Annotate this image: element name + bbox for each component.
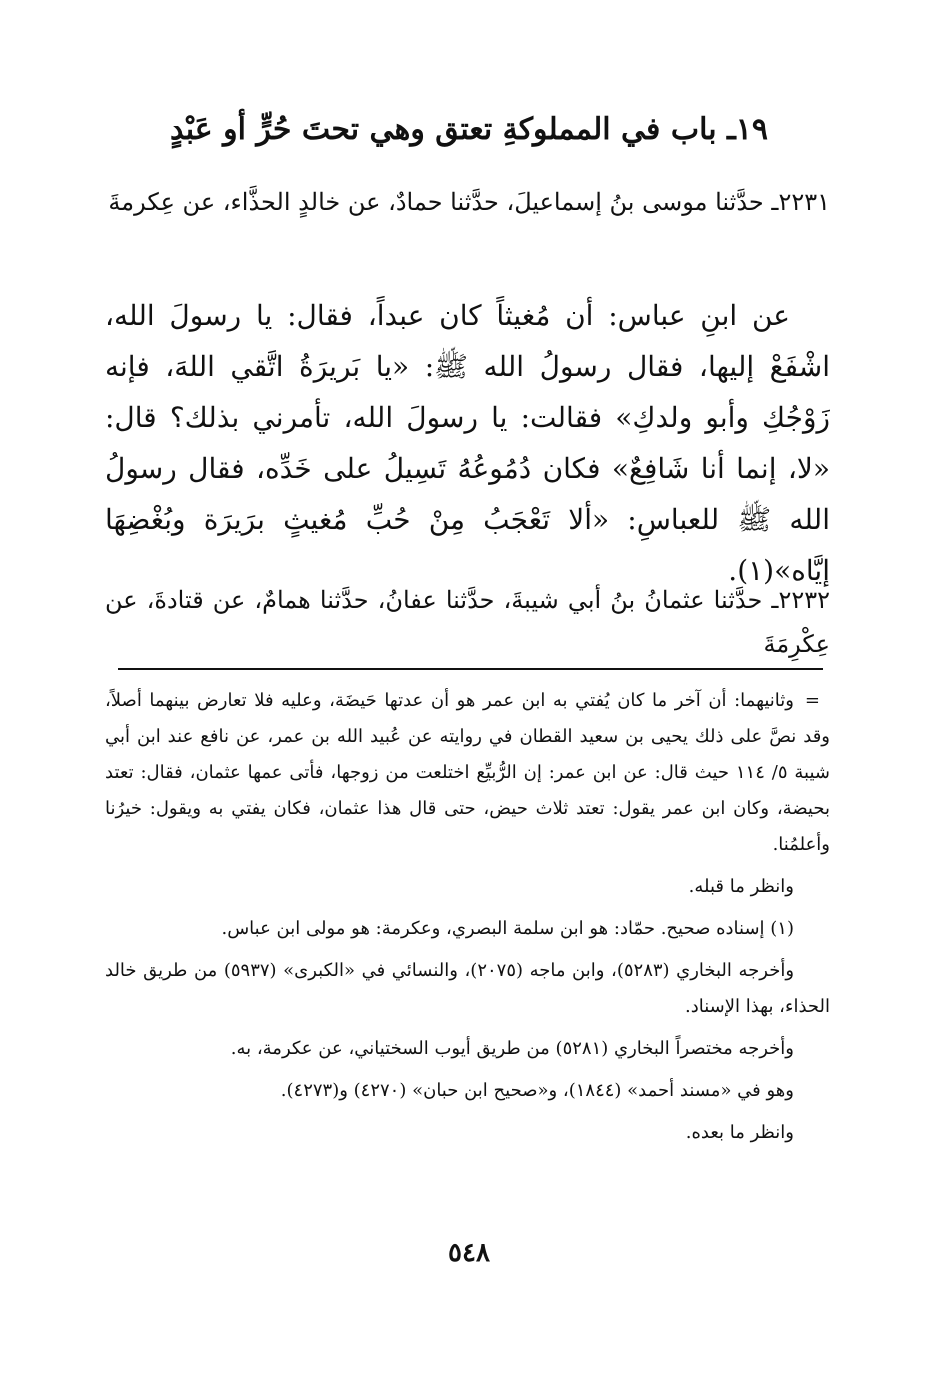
footnote-separator [118,668,823,670]
footnote-see-before: وانظر ما قبله. [688,876,794,897]
chapter-title: ١٩ـ باب في المملوكةِ تعتق وهي تحتَ حُرٍّ أو عَبْدٍ [169,112,769,147]
hadith-2232-isnad: ٢٢٣٢ـ حدَّثنا عثمانُ بنُ أبي شيبةَ، حدَّثنا عفانُ، حدَّثنا همامٌ، عن قتادةَ، عن عِكْرِمَةَ [105,586,830,658]
footnote-1: (١) إسناده صحيح. حمّاد: هو ابن سلمة البصري، وعكرمة: هو مولى ابن عباس. [221,918,794,939]
footnotes-section [105,683,830,1157]
continuation-mark: = [804,690,820,711]
footnote-see-after: وانظر ما بعده. [685,1122,794,1143]
footnote-takhrij-2: وأخرجه مختصراً البخاري (٥٢٨١) من طريق أيوب السختياني، عن عكرمة، به. [230,1038,794,1059]
hadith-2231-matn [105,290,830,596]
hadith-2231-matn-text: عن ابنِ عباس: أن مُغيثاً كان عبداً، فقال: يا رسولَ الله، اشْفَعْ إليها، فقال رسولُ الله ﷺ: «يا بَريرَةُ اتَّقي اللهَ، فإنه زَوْجُكِ وأبو ولدكِ» فقالت: يا رسولَ الله، تأمرني بذلك؟ قال: «لا، إنما أنا شَافِعٌ» فكان دُمُوعُهُ تَسِيلُ على خَدِّه، فقال رسولُ الله ﷺ للعباسِ: «ألا تَعْجَبُ مِنْ حُبِّ مُغيثٍ برَيرَة وبُغْضِهَا إيَّاه»(١). [105,299,830,587]
footnote-takhrij-1: وأخرجه البخاري (٥٢٨٣)، وابن ماجه (٢٠٧٥)، والنسائي في «الكبرى» (٥٩٣٧) من طريق خالد الحذاء، بهذا الإسناد. [105,960,830,1017]
footnote-takhrij-3: وهو في «مسند أحمد» (١٨٤٤)، و«صحيح ابن حبان» (٤٢٧٠) و(٤٢٧٣). [280,1080,794,1101]
footnote-continuation-text: وثانيهما: أن آخر ما كان يُفتي به ابن عمر هو أن عدتها حَيضَة، وعليه فلا تعارض بينهما أصلاً، وقد نصَّ على ذلك يحيى بن سعيد القطان في روايته عن عُبيد الله بن عمر، عن نافع عند ابن أبي شيبة ٥/ ١١٤ حيث قال: عن ابن عمر: إن الرُّبيِّع اختلعت من زوجها، فأتى عمها عثمان، فقال: تعتد بحيضة، وكان ابن عمر يقول: تعتد ثلاث حيض، حتى قال هذا عثمان، فكان يفتي به ويقول: خيرُنا وأعلمُنا. [105,690,830,855]
page-number: ٥٤٨ [448,1238,490,1268]
footnote-continuation [105,683,830,863]
hadith-2231-isnad: ٢٢٣١ـ حدَّثنا موسى بنُ إسماعيلَ، حدَّثنا حمادٌ، عن خالدٍ الحذَّاء، عن عِكرمةَ [108,188,830,216]
